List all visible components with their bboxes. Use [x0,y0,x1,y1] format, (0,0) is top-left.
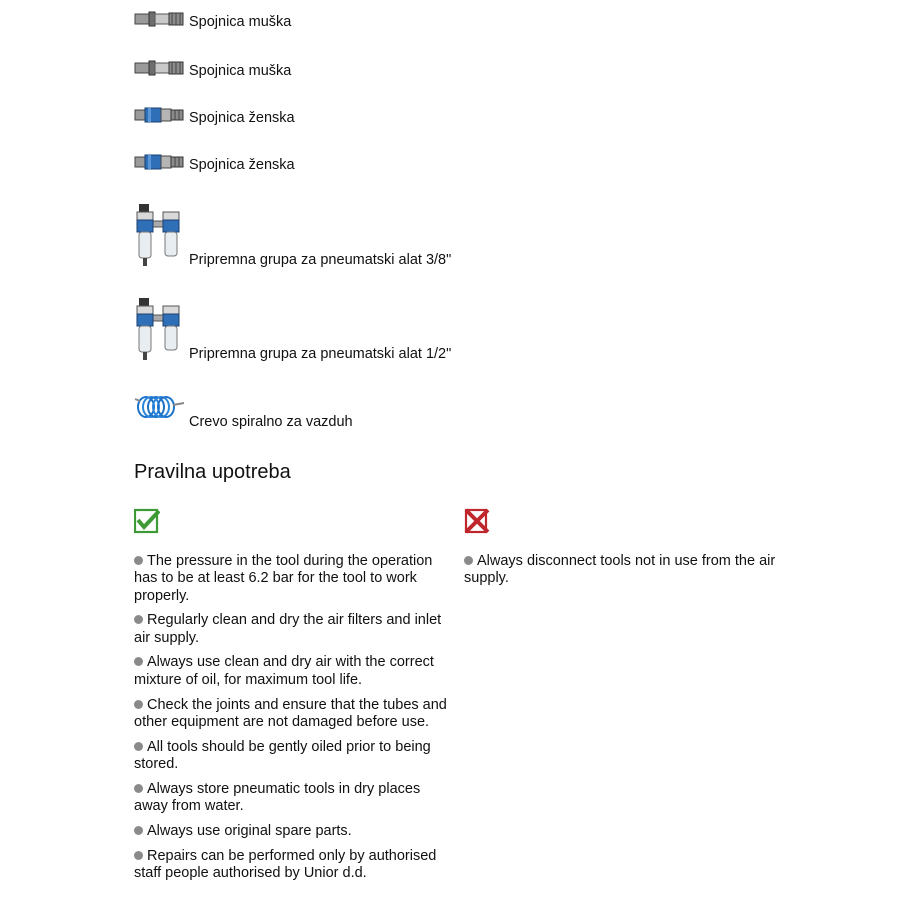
accessory-item [134,10,291,30]
bullet-icon [134,826,143,835]
bullet-icon [134,615,143,624]
list-item-text: Always use original spare parts. [147,822,352,839]
list-item [134,553,452,605]
list-item-text: Always disconnect tools not in use from the air supply. [464,553,776,587]
accessory-item [134,59,291,79]
list-item-text: All tools should be gently oiled prior to being stored. [134,738,431,772]
accessory-item [134,296,451,362]
male-coupling-icon [134,59,186,79]
list-item-text: Always store pneumatic tools in dry places away from water. [134,780,421,815]
list-item-text: Regularly clean and dry the air filters and inlet air supply. [134,612,442,646]
cross-icon [464,508,490,534]
bullet-icon [134,657,143,666]
list-item [134,848,452,883]
check-icon [134,508,160,534]
accessory-label: Spojnica muška [189,63,292,79]
male-coupling-icon [134,10,186,30]
list-item [464,553,784,588]
accessory-item [134,106,295,126]
list-item [134,823,452,840]
dos-list [134,553,452,890]
accessory-item [134,393,353,430]
accessory-label: Spojnica ženska [189,157,295,173]
female-coupling-icon [134,153,186,173]
accessory-label: Crevo spiralno za vazduh [189,414,353,430]
list-item [134,612,452,647]
donts-list [464,553,784,595]
accessory-label: Pripremna grupa za pneumatski alat 3/8" [189,252,452,268]
list-item-text: The pressure in the tool during the operation has to be at least 6.2 bar for the tool to work properly. [134,553,433,604]
list-item [134,781,452,816]
bullet-icon [134,556,143,565]
list-item-text: Repairs can be performed only by authorised staff people authorised by Unior d.d. [134,847,437,881]
bullet-icon [464,556,473,565]
female-coupling-icon [134,106,186,126]
bullet-icon [134,784,143,793]
list-item [134,739,452,774]
air-preparation-unit-icon [134,296,186,362]
list-item-text: Check the joints and ensure that the tubes and other equipment are not damaged before use. [134,696,447,730]
accessory-label: Pripremna grupa za pneumatski alat 1/2" [189,346,452,362]
accessory-label: Spojnica muška [189,14,292,30]
bullet-icon [134,851,143,860]
list-item [134,697,452,732]
section-title: Pravilna upotreba [134,461,291,483]
accessory-item [134,153,295,173]
bullet-icon [134,742,143,751]
list-item [134,654,452,689]
accessory-label: Spojnica ženska [189,110,295,126]
air-preparation-unit-icon [134,202,186,268]
accessory-item [134,202,451,268]
bullet-icon [134,700,143,709]
list-item-text: Always use clean and dry air with the correct mixture of oil, for maximum tool life. [134,654,434,688]
spiral-hose-icon [134,393,186,423]
